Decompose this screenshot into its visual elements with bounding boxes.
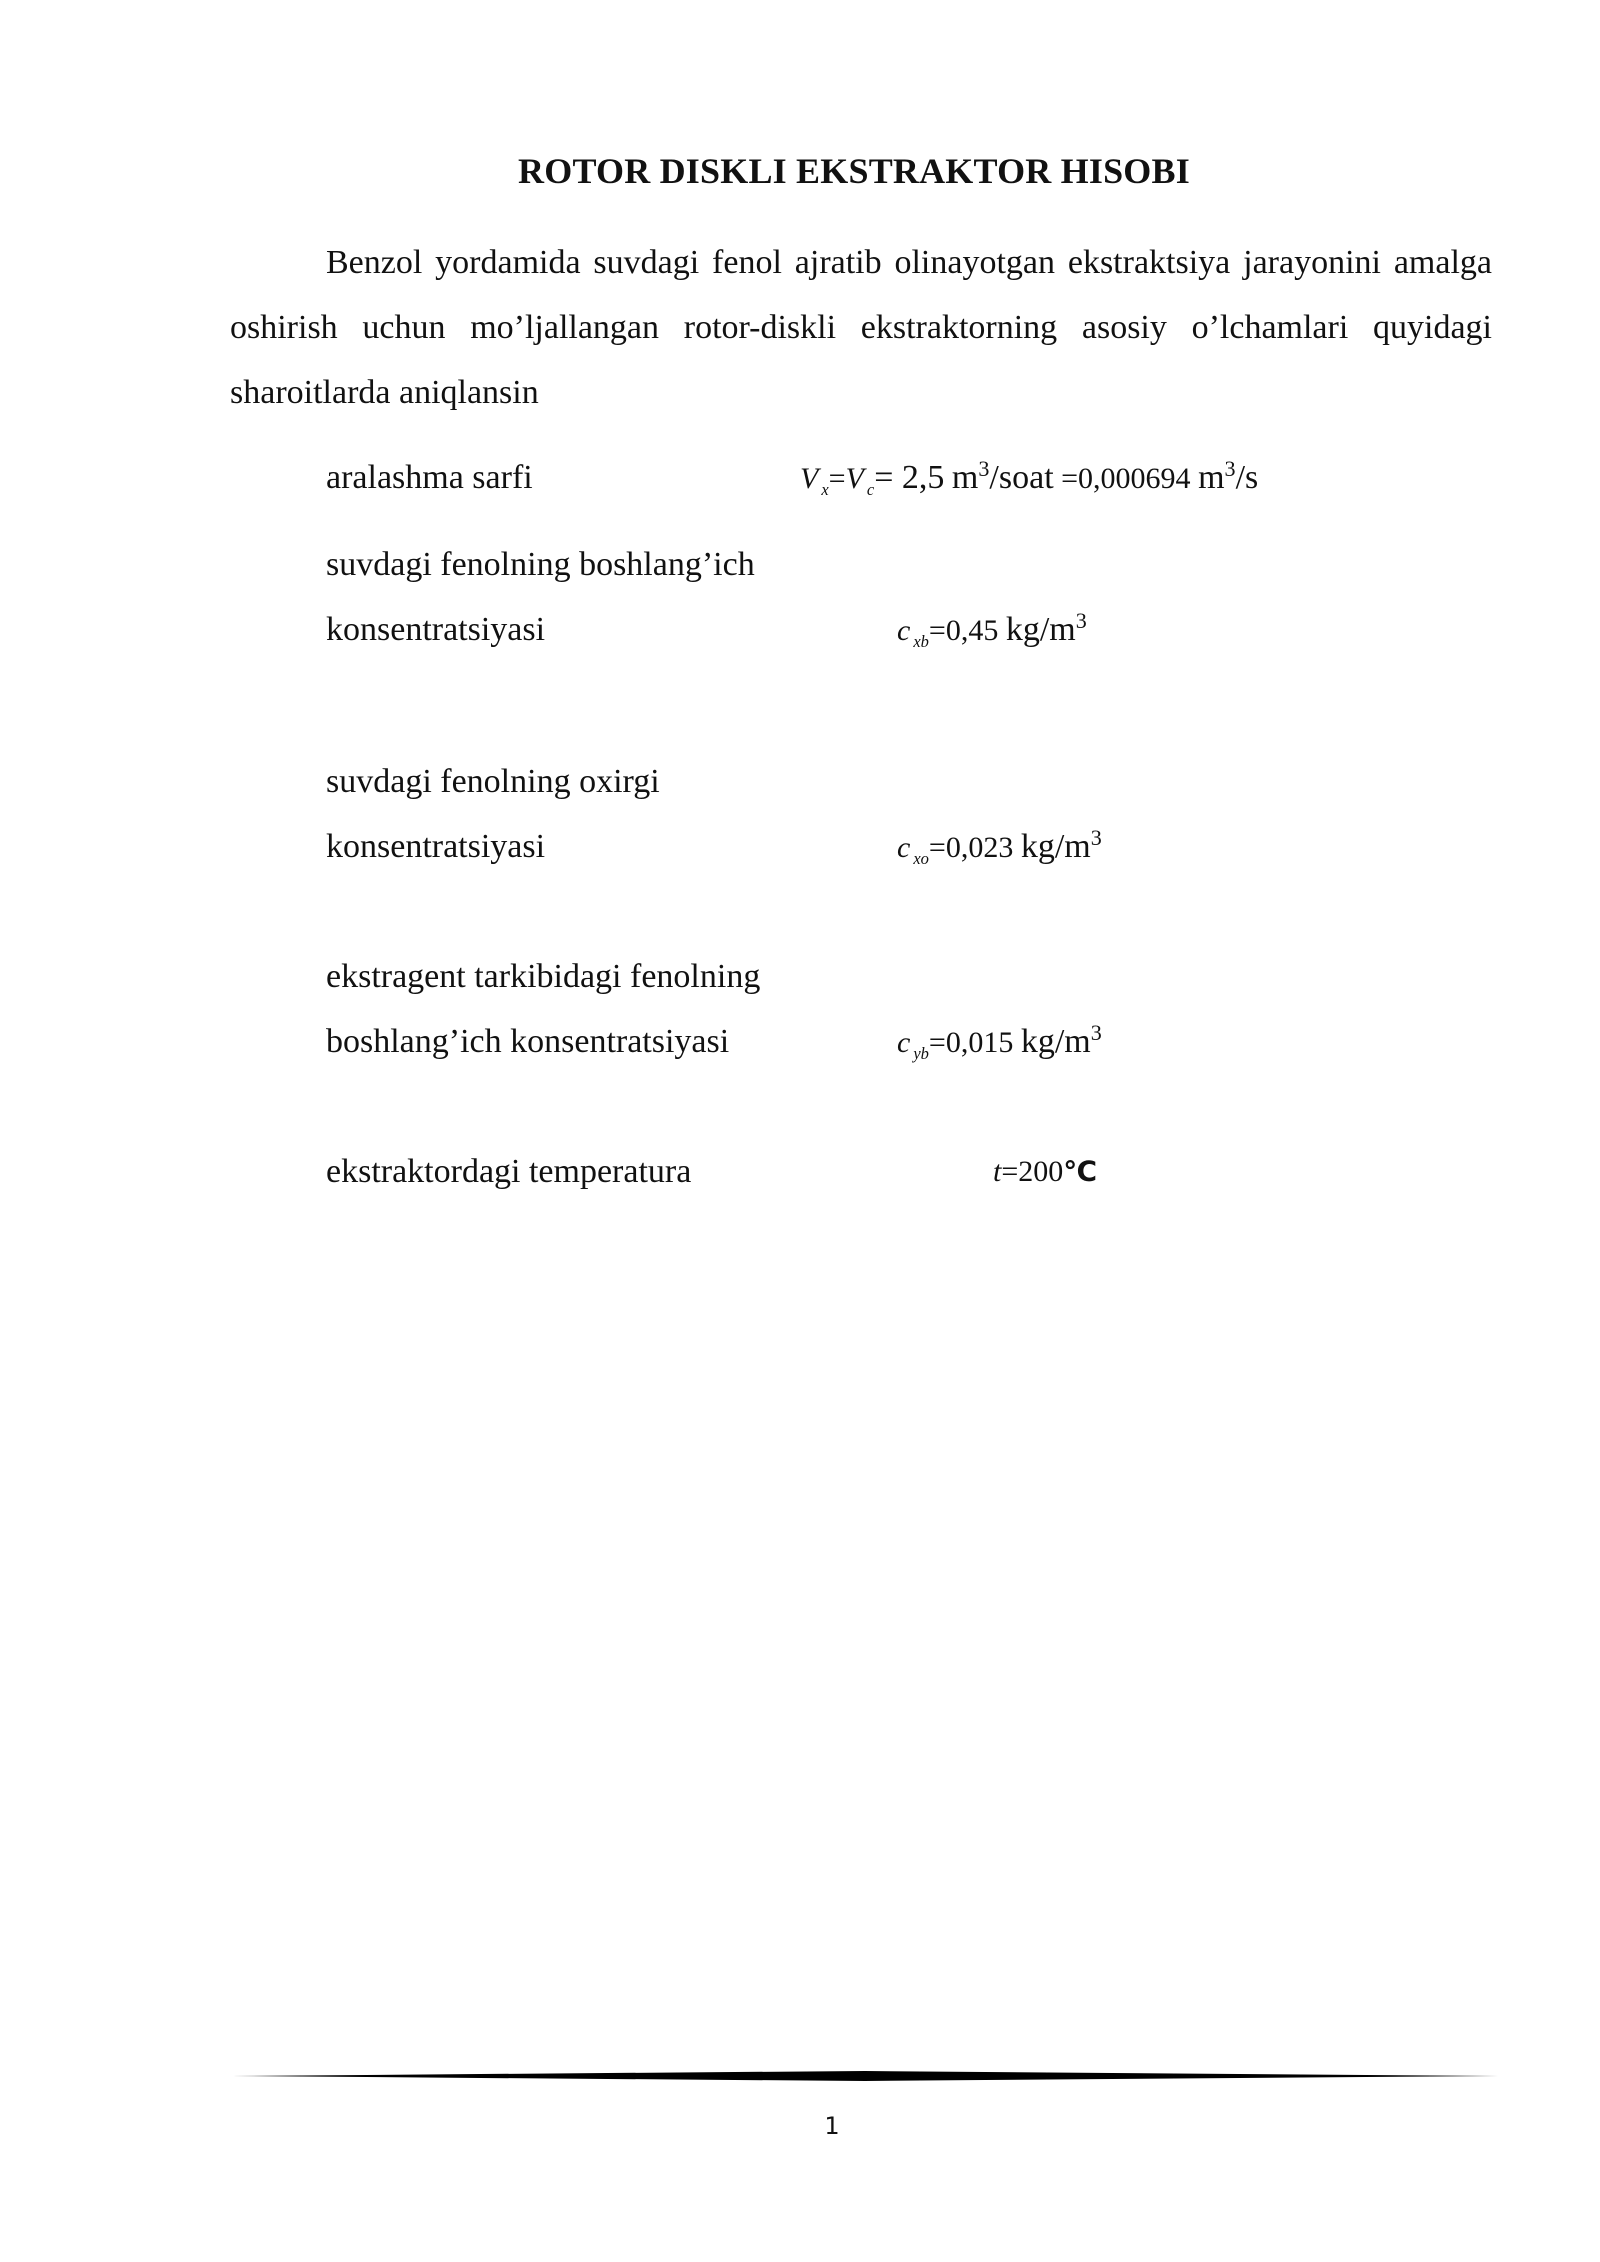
intro-paragraph: Benzol yordamida suvdagi fenol ajratib olinayotgan ekstraktsiya jarayonini amalga oshirish uchun mo’ljallangan rotor-diskli ekstraktorning asosiy o’lchamlari quyidagi sharoitlarda aniqlansin [230, 244, 1492, 411]
cxb-number: =0,45 [928, 614, 999, 647]
cxo-subscript: xo [913, 849, 929, 869]
cyb-label-line1: ekstragent tarkibidagi fenolning [326, 958, 761, 995]
temp-unit: ℃ [1063, 1155, 1098, 1188]
flow-label: aralashma sarfi [326, 459, 533, 496]
cyb-number: =0,015 [928, 1026, 1014, 1059]
cxo-symbol: c [897, 831, 911, 864]
temp-number: =200 [1001, 1155, 1064, 1188]
temp-symbol: t [993, 1155, 1002, 1188]
temp-label: ekstraktordagi temperatura [326, 1153, 692, 1190]
flow-symbol-vc: V [845, 462, 864, 495]
cxo-value [897, 824, 1102, 869]
cxb-label-line2: konsentratsiyasi [326, 611, 546, 648]
cyb-value [897, 1019, 1102, 1064]
cyb-unit: $kg/m^3$ [1020, 1019, 1102, 1060]
cxb-label-line1: suvdagi fenolning boshlang’ich [326, 546, 755, 583]
cyb-label-line2: boshlang’ich konsentratsiyasi [326, 1023, 730, 1060]
flow-unit-hourly: $m^3$/soat [951, 455, 1054, 496]
flow-equals-1: = [828, 462, 846, 495]
flow-value [800, 455, 1259, 500]
page-title: ROTOR DISKLI EKSTRAKTOR HISOBI [518, 151, 1190, 191]
cyb-subscript: yb [913, 1044, 929, 1064]
cxb-value [897, 607, 1087, 652]
cxb-symbol: c [897, 614, 911, 647]
flow-subscript-c: c [866, 480, 875, 500]
flow-value-hourly: = 2,5 [874, 459, 945, 496]
flow-symbol-vx: V [800, 462, 819, 495]
cyb-symbol: c [897, 1026, 911, 1059]
flow-unit-second: $m^3/s$ [1198, 455, 1259, 496]
cxo-label-line1: suvdagi fenolning oxirgi [326, 763, 660, 800]
footer-rule [232, 2070, 1498, 2082]
flow-value-second: =0,000694 [1053, 462, 1191, 495]
cxo-unit: $kg/m^3$ [1020, 824, 1102, 865]
flow-subscript-x: x [821, 480, 829, 500]
cxb-unit: $kg/m^3$ [1005, 607, 1087, 648]
temp-value [993, 1152, 1097, 1192]
cxo-number: =0,023 [928, 831, 1014, 864]
cxb-subscript: xb [913, 632, 929, 652]
page-number: 1 [824, 2112, 840, 2140]
cxo-label-line2: konsentratsiyasi [326, 828, 546, 865]
